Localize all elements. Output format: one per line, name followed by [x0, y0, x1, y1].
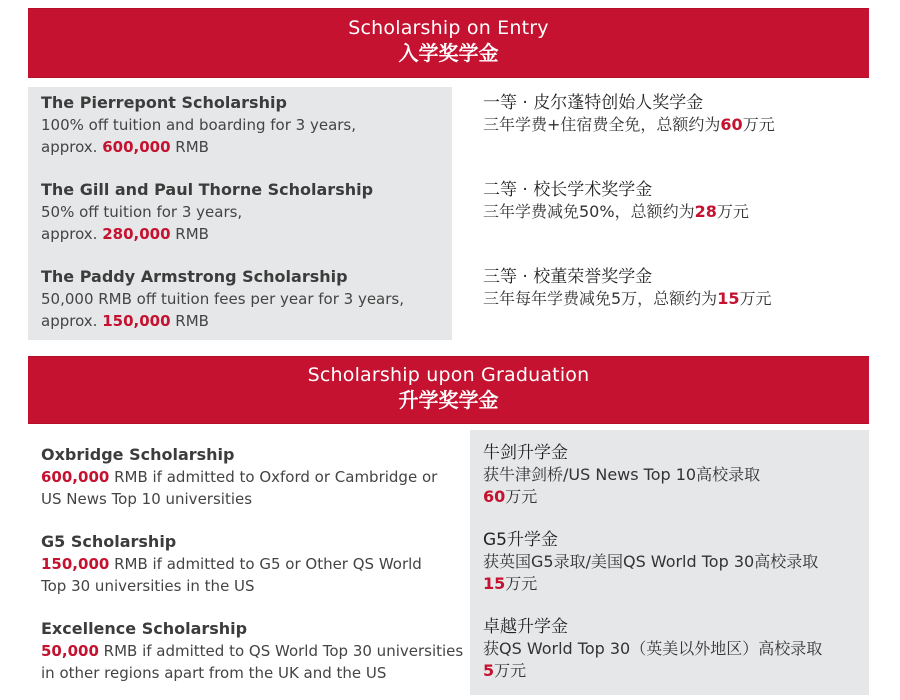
- g5-scholarship-zh: [483, 529, 863, 595]
- scholarship-amount: 60: [720, 115, 743, 134]
- scholarship-title: The Gill and Paul Thorne Scholarship: [41, 180, 374, 199]
- scholarship-title: 二等 · 校长学术奖学金: [483, 180, 653, 200]
- scholarship-title: Excellence Scholarship: [41, 619, 248, 638]
- scholarship-amount: 50,000: [41, 642, 99, 660]
- scholarship-description: 50% off tuition for 3 years,: [41, 203, 243, 221]
- entry-heading-zh: 入学奖学金: [398, 41, 499, 65]
- scholarship-amount: 15: [483, 574, 506, 593]
- scholarship-amount: 5: [483, 661, 495, 680]
- paddy-armstrong-scholarship-en: [41, 266, 446, 332]
- entry-section-header: [28, 8, 869, 78]
- scholarship-amount: 150,000: [102, 312, 171, 330]
- graduation-section-header: [28, 356, 869, 424]
- scholarship-amount: 60: [483, 487, 506, 506]
- entry-heading-en: Scholarship on Entry: [348, 17, 549, 39]
- scholarship-title: The Pierrepont Scholarship: [41, 93, 287, 112]
- g5-scholarship-en: [41, 531, 466, 597]
- scholarship-title: 三等 · 校董荣誉奖学金: [483, 267, 653, 287]
- pierrepont-scholarship-en: [41, 92, 446, 158]
- graduation-heading-zh: 升学奖学金: [398, 388, 499, 412]
- scholarship-amount-line: 15万元: [483, 574, 538, 593]
- scholarship-amount-line: 60万元: [483, 487, 538, 506]
- scholarship-amount: 28: [694, 202, 717, 221]
- scholarship-amount: 280,000: [102, 225, 171, 243]
- scholarship-title: The Paddy Armstrong Scholarship: [41, 267, 348, 286]
- scholarship-title: 牛剑升学金: [483, 443, 568, 463]
- scholarship-description-cont: Top 30 universities in the US: [41, 577, 255, 595]
- second-class-scholarship-zh: [483, 179, 863, 223]
- scholarship-amount-line: 5万元: [483, 661, 527, 680]
- scholarship-amount: 600,000: [102, 138, 171, 156]
- scholarship-title: Oxbridge Scholarship: [41, 445, 235, 464]
- scholarship-description: 50,000 RMB if admitted to QS World Top 30 universities: [41, 642, 464, 660]
- scholarship-description: 获英国G5录取/美国QS World Top 30高校录取: [483, 552, 819, 571]
- third-class-scholarship-zh: [483, 266, 863, 310]
- scholarship-amount: 15: [717, 289, 740, 308]
- scholarship-title: G5升学金: [483, 530, 558, 550]
- scholarship-description: 600,000 RMB if admitted to Oxford or Cambridge or: [41, 468, 438, 486]
- scholarship-amount: 600,000: [41, 468, 110, 486]
- scholarship-description: 100% off tuition and boarding for 3 years,: [41, 116, 357, 134]
- scholarship-description: 50,000 RMB off tuition fees per year for 3 years,: [41, 290, 405, 308]
- scholarship-description: 三年每年学费减免5万，总额约为15万元: [483, 289, 772, 308]
- oxbridge-scholarship-zh: [483, 442, 863, 508]
- gill-paul-thorne-scholarship-en: [41, 179, 446, 245]
- scholarship-description-cont: in other regions apart from the UK and the US: [41, 664, 387, 682]
- scholarship-description-cont: US News Top 10 universities: [41, 490, 253, 508]
- scholarship-amount-line: approx. 600,000 RMB: [41, 138, 209, 156]
- scholarship-description: 三年学费+住宿费全免，总额约为60万元: [483, 115, 775, 134]
- scholarship-amount-line: approx. 280,000 RMB: [41, 225, 209, 243]
- scholarship-description: 获牛津剑桥/US News Top 10高校录取: [483, 465, 761, 484]
- scholarship-description: 获QS World Top 30（英美以外地区）高校录取: [483, 639, 823, 658]
- oxbridge-scholarship-en: [41, 444, 466, 510]
- scholarship-amount: 150,000: [41, 555, 110, 573]
- excellence-scholarship-en: [41, 618, 466, 684]
- scholarship-title: G5 Scholarship: [41, 532, 177, 551]
- graduation-heading-en: Scholarship upon Graduation: [307, 364, 590, 386]
- scholarship-amount-line: approx. 150,000 RMB: [41, 312, 209, 330]
- scholarship-title: 卓越升学金: [483, 617, 568, 637]
- first-class-scholarship-zh: [483, 92, 863, 136]
- scholarship-description: 150,000 RMB if admitted to G5 or Other QS World: [41, 555, 422, 573]
- excellence-scholarship-zh: [483, 616, 868, 682]
- scholarship-title: 一等 · 皮尔蓬特创始人奖学金: [483, 93, 704, 113]
- scholarship-description: 三年学费减免50%，总额约为28万元: [483, 202, 749, 221]
